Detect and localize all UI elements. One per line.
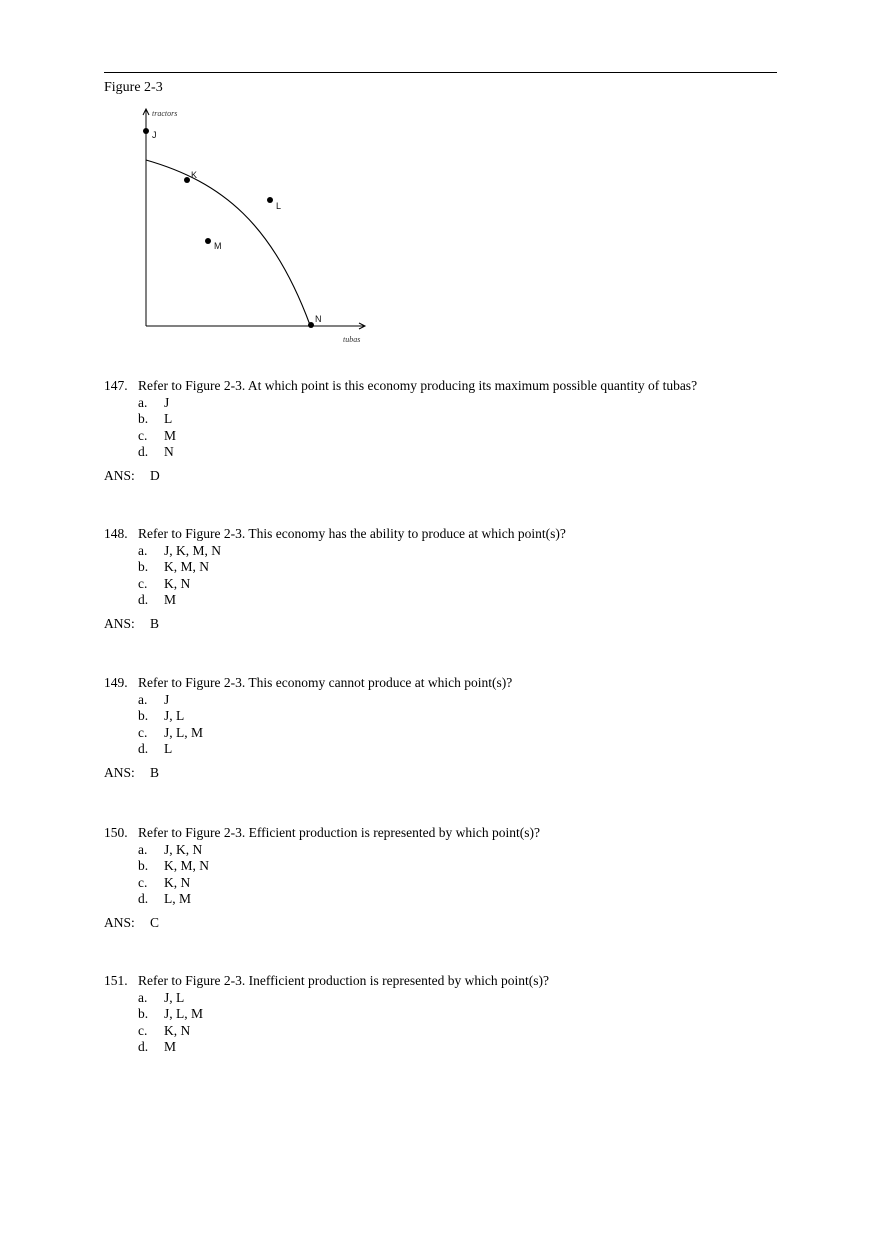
question-text: Refer to Figure 2-3. This economy has the ability to produce at which point(s)?: [138, 526, 566, 541]
answer-label: ANS:: [104, 764, 135, 780]
option-letter: a.: [138, 394, 148, 410]
option-d: [104, 592, 784, 609]
question-number: 150.: [104, 825, 128, 840]
option-letter: c.: [138, 1022, 148, 1038]
question-text: Refer to Figure 2-3. Inefficient production is represented by which point(s)?: [138, 973, 550, 988]
option-text: K, N: [164, 1022, 191, 1038]
answer-line: [104, 468, 784, 485]
option-d: [104, 444, 784, 461]
option-a: [104, 842, 784, 859]
option-text: J, K, N: [164, 841, 203, 857]
x-axis-label: tubas: [343, 335, 361, 344]
question-151: [104, 973, 784, 1056]
question-stem: [104, 675, 784, 692]
option-text: M: [164, 1039, 177, 1055]
option-a: [104, 990, 784, 1007]
option-d: [104, 1039, 784, 1056]
point-m: [205, 238, 211, 244]
option-text: M: [164, 592, 177, 608]
option-text: L: [164, 411, 173, 427]
question-149: [104, 675, 784, 782]
question-stem: [104, 526, 784, 543]
option-letter: d.: [138, 741, 149, 757]
option-text: J, K, M, N: [164, 542, 222, 558]
option-text: K, M, N: [164, 858, 210, 874]
answer-value: D: [150, 467, 160, 483]
question-number: 147.: [104, 378, 128, 393]
option-a: [104, 543, 784, 560]
option-c: [104, 875, 784, 892]
question-stem: [104, 973, 784, 990]
option-letter: a.: [138, 841, 148, 857]
question-148: [104, 526, 784, 633]
option-letter: b.: [138, 411, 149, 427]
point-k-label: K: [191, 170, 198, 180]
answer-label: ANS:: [104, 914, 135, 930]
option-b: [104, 559, 784, 576]
option-text: K, N: [164, 874, 191, 890]
option-letter: c.: [138, 724, 148, 740]
answer-line: [104, 616, 784, 633]
option-d: [104, 891, 784, 908]
option-text: J, L, M: [164, 724, 204, 740]
point-n-label: N: [315, 314, 322, 324]
option-b: [104, 858, 784, 875]
option-b: [104, 708, 784, 725]
answer-line: [104, 915, 784, 932]
ppf-figure: [128, 100, 378, 350]
option-letter: b.: [138, 708, 149, 724]
option-text: K, M, N: [164, 559, 210, 575]
option-letter: c.: [138, 575, 148, 591]
option-text: J, L, M: [164, 1006, 204, 1022]
point-n: [308, 322, 314, 328]
question-text: Refer to Figure 2-3. This economy cannot produce at which point(s)?: [138, 675, 513, 690]
option-c: [104, 576, 784, 593]
question-147: [104, 378, 784, 485]
option-text: L, M: [164, 891, 191, 907]
option-letter: d.: [138, 592, 149, 608]
question-text: Refer to Figure 2-3. Efficient production is represented by which point(s)?: [138, 825, 541, 840]
point-j-label: J: [152, 130, 157, 140]
option-b: [104, 1006, 784, 1023]
figure-title: Figure 2-3: [104, 80, 163, 95]
option-c: [104, 1023, 784, 1040]
option-a: [104, 395, 784, 412]
option-c: [104, 725, 784, 742]
option-text: M: [164, 427, 177, 443]
option-text: J, L: [164, 708, 185, 724]
option-text: L: [164, 741, 173, 757]
option-letter: b.: [138, 858, 149, 874]
option-text: K, N: [164, 575, 191, 591]
question-number: 148.: [104, 526, 128, 541]
option-a: [104, 692, 784, 709]
option-text: J, L: [164, 989, 185, 1005]
point-k: [184, 177, 190, 183]
answer-label: ANS:: [104, 615, 135, 631]
option-letter: d.: [138, 891, 149, 907]
ppf-graph: [128, 100, 378, 350]
point-l-label: L: [276, 201, 282, 211]
option-d: [104, 741, 784, 758]
option-text: J: [164, 691, 170, 707]
answer-line: [104, 765, 784, 782]
option-letter: a.: [138, 542, 148, 558]
option-text: J: [164, 394, 170, 410]
answer-value: B: [150, 764, 160, 780]
question-number: 149.: [104, 675, 128, 690]
question-stem: [104, 825, 784, 842]
ppf-curve: [146, 160, 310, 325]
question-stem: [104, 378, 784, 395]
answer-value: B: [150, 615, 160, 631]
answer-value: C: [150, 914, 160, 930]
option-letter: d.: [138, 444, 149, 460]
option-letter: b.: [138, 1006, 149, 1022]
header-rule: [104, 72, 777, 73]
option-b: [104, 411, 784, 428]
answer-label: ANS:: [104, 467, 135, 483]
option-letter: c.: [138, 427, 148, 443]
option-letter: a.: [138, 691, 148, 707]
question-150: [104, 825, 784, 932]
y-axis-label: tractors: [152, 109, 178, 118]
option-letter: c.: [138, 874, 148, 890]
point-j: [143, 128, 149, 134]
option-c: [104, 428, 784, 445]
option-letter: d.: [138, 1039, 149, 1055]
option-text: N: [164, 444, 174, 460]
question-number: 151.: [104, 973, 128, 988]
point-l: [267, 197, 273, 203]
point-m-label: M: [214, 241, 222, 251]
option-letter: a.: [138, 989, 148, 1005]
question-text: Refer to Figure 2-3. At which point is this economy producing its maximum possible quantity of tubas?: [138, 378, 698, 393]
option-letter: b.: [138, 559, 149, 575]
